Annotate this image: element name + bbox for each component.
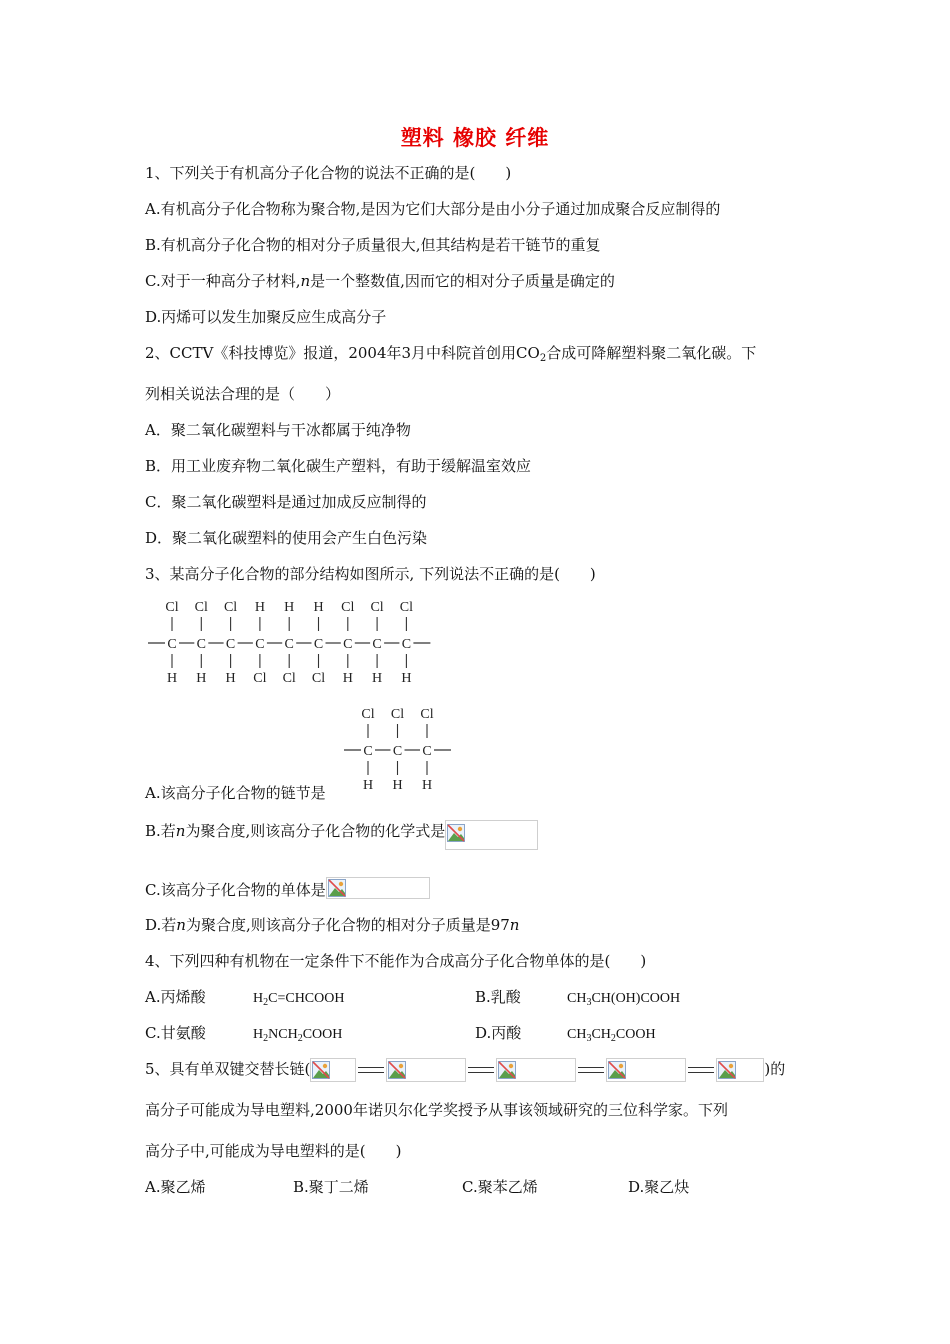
q5-option-d: D.聚乙炔 [628, 1178, 690, 1196]
repeat-unit-structure [338, 703, 458, 798]
q3-option-d-text2: 为聚合度,则该高分子化合物的相对分子质量是97 [185, 916, 510, 934]
bottom-substituent: H [166, 671, 178, 686]
q1-option-b: B.有机高分子化合物的相对分子质量很大,但其结构是若干链节的重复 [145, 236, 601, 254]
q4-option-b-formula [567, 991, 680, 1006]
broken-image-icon [718, 1061, 736, 1079]
carbon-atom: C [372, 637, 382, 652]
formula-part: NCH [268, 1027, 298, 1042]
chain-image-placeholder-4 [606, 1058, 686, 1082]
formula-part: CH(OH)COOH [591, 991, 681, 1006]
double-bond [358, 1067, 384, 1073]
top-substituent: Cl [194, 600, 208, 615]
q2-option-a: A．聚二氧化碳塑料与干冰都属于纯净物 [145, 421, 411, 439]
chain-image-placeholder-5 [716, 1058, 764, 1082]
q2-option-c: C．聚二氧化碳塑料是通过加成反应制得的 [145, 493, 427, 511]
q1-option-d: D.丙烯可以发生加聚反应生成高分子 [145, 308, 387, 326]
q4-option-b-label: B.乳酸 [475, 988, 521, 1006]
formula-sub: 3 [586, 1033, 592, 1044]
double-bond [688, 1067, 714, 1073]
formula-part: H [253, 991, 264, 1006]
q3-option-b-text2: 为聚合度,则该高分子化合物的化学式是 [185, 822, 446, 840]
q1-option-c-text2: 是一个整数值,因而它的相对分子质量是确定的 [310, 272, 615, 290]
q4-option-c-formula [253, 1027, 342, 1042]
q4-option-b [475, 987, 680, 1013]
top-substituent: H [313, 600, 324, 615]
broken-image-icon [498, 1061, 516, 1079]
page-title: 塑料 橡胶 纤维 [400, 126, 550, 150]
bottom-substituent: H [401, 671, 412, 686]
q2-stem-text2: 合成可降解塑料聚二氧化碳。下 [546, 344, 757, 362]
bottom-substituent: Cl [282, 671, 296, 686]
double-bond [578, 1067, 604, 1073]
formula-part: H [253, 1027, 264, 1042]
carbon-atom: C [196, 637, 206, 652]
broken-image-icon [328, 879, 346, 897]
q3-option-d-n: n [176, 916, 186, 934]
formula-sub: 2 [297, 1033, 303, 1044]
q4-stem: 4、下列四种有机物在一定条件下不能作为合成高分子化合物单体的是( ) [145, 952, 647, 970]
broken-image-icon [312, 1061, 330, 1079]
broken-image-icon [608, 1061, 626, 1079]
q3-option-b [145, 820, 538, 850]
q5-stem-line1 [145, 1058, 785, 1082]
q4-option-a [145, 987, 344, 1013]
bottom-substituent: H [196, 671, 207, 686]
q5-stem-text: 5、具有单双键交替长链( [145, 1060, 311, 1078]
carbon-atom: C [313, 637, 324, 652]
broken-image-icon [447, 824, 465, 842]
formula-sub: 2 [263, 997, 269, 1008]
bottom-substituent: H [362, 778, 374, 793]
q1-option-c-text: C.对于一种高分子材料, [145, 272, 301, 290]
q5-option-c: C.聚苯乙烯 [462, 1178, 538, 1196]
carbon-atom: C [363, 744, 373, 759]
q2-stem-line1 [145, 343, 756, 369]
q4-option-a-formula [253, 991, 344, 1006]
formula-part: COOH [302, 1027, 343, 1042]
formula-part: CH [567, 1027, 587, 1042]
q4-option-a-label: A.丙烯酸 [145, 988, 206, 1006]
top-substituent: Cl [341, 600, 355, 615]
top-substituent: Cl [390, 707, 405, 722]
q3-option-d-text: D.若 [145, 916, 177, 934]
q5-option-b: B.聚丁二烯 [293, 1178, 369, 1196]
formula-part: COOH [615, 1027, 656, 1042]
top-substituent: Cl [420, 707, 434, 722]
q4-option-d-label: D.丙酸 [475, 1024, 522, 1042]
chain-image-placeholder-1 [310, 1058, 356, 1082]
q2-stem-sub: 2 [539, 353, 547, 364]
top-substituent: H [254, 600, 265, 615]
bottom-substituent: H [421, 778, 433, 793]
formula-part: CH [567, 991, 587, 1006]
q2-option-b: B．用工业废弃物二氧化碳生产塑料，有助于缓解温室效应 [145, 457, 532, 475]
chain-image-placeholder-3 [496, 1058, 576, 1082]
carbon-atom: C [284, 637, 294, 652]
q5-stem-line2: 高分子可能成为导电塑料,2000年诺贝尔化学奖授予从事该领域研究的三位科学家。下列 [145, 1101, 728, 1119]
top-substituent: Cl [165, 600, 179, 615]
q3-option-a: A.该高分子化合物的链节是 [145, 784, 326, 802]
top-substituent: Cl [370, 600, 384, 615]
q1-option-c [145, 271, 615, 291]
top-substituent: Cl [223, 600, 238, 615]
q1-option-c-n: n [300, 272, 311, 290]
broken-image-icon [388, 1061, 406, 1079]
q4-option-d [475, 1023, 656, 1049]
q3-option-d-n2: n [509, 916, 520, 934]
q3-option-d [145, 915, 519, 935]
q3-option-c-text: C.该高分子化合物的单体是 [145, 881, 326, 899]
q3-option-b-n: n [175, 822, 186, 840]
carbon-atom: C [255, 637, 265, 652]
top-substituent: Cl [399, 600, 414, 615]
monomer-image-placeholder [326, 877, 430, 899]
q1-stem: 1、下列关于有机高分子化合物的说法不正确的是( ) [145, 164, 512, 182]
q3-stem: 3、某高分子化合物的部分结构如图所示, 下列说法不正确的是( ) [145, 565, 596, 583]
carbon-atom: C [401, 637, 412, 652]
q5-stem-text2: )的 [764, 1060, 786, 1078]
chain-image-placeholder-2 [386, 1058, 466, 1082]
q2-option-d: D．聚二氧化碳塑料的使用会产生白色污染 [145, 529, 428, 547]
q5-stem-line3: 高分子中,可能成为导电塑料的是( ) [145, 1142, 402, 1160]
formula-sub: 2 [610, 1033, 616, 1044]
q4-option-d-formula [567, 1027, 656, 1042]
q5-option-a: A.聚乙烯 [145, 1178, 206, 1196]
bottom-substituent: H [392, 778, 403, 793]
top-substituent: H [284, 600, 295, 615]
formula-image-placeholder [445, 820, 538, 850]
double-bond [468, 1067, 494, 1073]
q3-option-c [145, 877, 430, 900]
formula-sub: 3 [586, 997, 592, 1008]
carbon-atom: C [167, 637, 177, 652]
carbon-atom: C [343, 637, 353, 652]
top-substituent: Cl [361, 707, 375, 722]
carbon-atom: C [422, 744, 432, 759]
formula-part: C=CHCOOH [268, 991, 345, 1006]
q2-stem-line2: 列相关说法合理的是（ ） [145, 385, 341, 403]
q4-option-c [145, 1023, 342, 1049]
bottom-substituent: Cl [253, 671, 267, 686]
q3-option-b-text: B.若 [145, 822, 176, 840]
q1-option-a: A.有机高分子化合物称为聚合物,是因为它们大部分是由小分子通过加成聚合反应制得的 [145, 200, 721, 218]
bottom-substituent: H [372, 671, 383, 686]
q2-stem-text: 2、CCTV《科技博览》报道，2004年3月中科院首创用CO [145, 344, 540, 362]
bottom-substituent: H [225, 671, 236, 686]
bottom-substituent: Cl [311, 671, 326, 686]
formula-part: CH [591, 1027, 611, 1042]
bottom-substituent: H [342, 671, 353, 686]
q4-option-c-label: C.甘氨酸 [145, 1024, 206, 1042]
carbon-atom: C [225, 637, 236, 652]
polymer-chain-structure [140, 596, 440, 691]
formula-sub: 2 [263, 1033, 269, 1044]
carbon-atom: C [392, 744, 403, 759]
